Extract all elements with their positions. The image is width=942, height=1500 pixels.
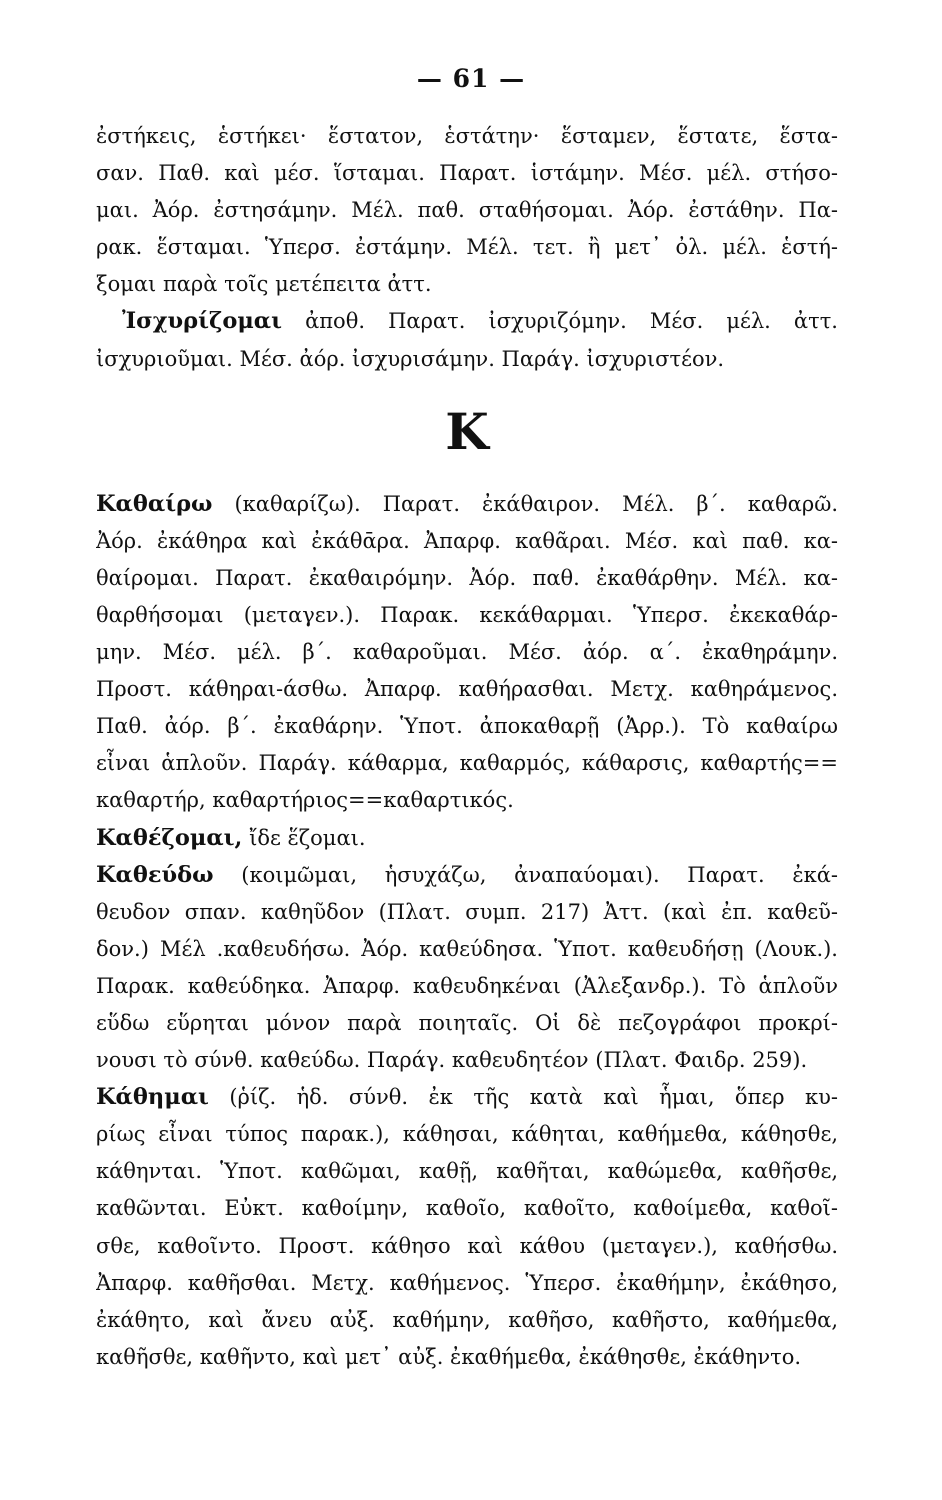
text-line bbox=[96, 894, 838, 931]
text-line bbox=[96, 1005, 838, 1042]
text-line bbox=[96, 1116, 838, 1153]
line-text: ρίως εἶναι τύπος παρακ.), κάθησαι, κάθηται, καθήμεθα, κάθησθε, bbox=[96, 1122, 838, 1147]
line-text: κάθηνται. Ὑποτ. καθῶμαι, καθῇ, καθῆται, καθώμεθα, καθῆσθε, bbox=[96, 1159, 838, 1184]
text-line bbox=[96, 968, 838, 1005]
text-line bbox=[96, 745, 838, 782]
line-text: εὕδω εὕρηται μόνον παρὰ ποιηταῖς. Οἱ δὲ πεζογράφοι προκρί- bbox=[96, 1010, 838, 1035]
line-text: (ῥίζ. ἡδ. σύνθ. ἐκ τῆς κατὰ καὶ ἧμαι, ὅπερ κυ- bbox=[208, 1085, 838, 1110]
line-text: καθῶνται. Εὐκτ. καθοίμην, καθοῖο, καθοῖτο, καθοίμεθα, καθοῖ- bbox=[96, 1196, 838, 1221]
text-line bbox=[96, 782, 838, 819]
entry-line bbox=[96, 303, 838, 340]
line-text: ξομαι παρὰ τοῖς μετέπειτα ἀττ. bbox=[96, 272, 432, 297]
text-line bbox=[96, 192, 838, 229]
line-text: Προστ. κάθηραι-άσθω. Ἀπαρφ. καθήρασθαι. Μετχ. καθηράμενος. bbox=[96, 677, 838, 702]
text-line bbox=[96, 229, 838, 266]
line-text: Παθ. ἀόρ. β΄. ἐκαθάρην. Ὑποτ. ἀποκαθαρῇ (Ἀρρ.). Τὸ καθαίρω bbox=[96, 714, 838, 739]
text-line bbox=[96, 1302, 838, 1339]
line-text: θαρθήσομαι (μεταγεν.). Παρακ. κεκάθαρμαι. Ὑπερσ. ἐκεκαθάρ- bbox=[96, 602, 838, 627]
line-text: ἐκάθητο, καὶ ἄνευ αὐξ. καθήμην, καθῆσο, καθῆστο, καθήμεθα, bbox=[96, 1307, 838, 1332]
text-line bbox=[96, 1339, 838, 1376]
line-text: ἀποθ. Παρατ. ἰσχυριζόμην. Μέσ. μέλ. ἀττ. bbox=[282, 309, 838, 334]
line-text: ρακ. ἕσταμαι. Ὑπερσ. ἐστάμην. Μέλ. τετ. ἢ μετ᾽ ὀλ. μέλ. ἑστή- bbox=[96, 235, 838, 260]
line-text: θαίρομαι. Παρατ. ἐκαθαιρόμην. Ἀόρ. παθ. ἐκαθάρθην. Μέλ. κα- bbox=[96, 565, 838, 590]
headword: Καθαίρω bbox=[96, 490, 213, 517]
entry-line bbox=[96, 1079, 838, 1116]
text-line bbox=[96, 1042, 838, 1079]
section-letter-heading: K bbox=[445, 401, 489, 461]
line-text: καθαρτήρ, καθαρτήριος==καθαρτικός. bbox=[96, 788, 514, 813]
text-line bbox=[96, 1228, 838, 1265]
text-line bbox=[96, 266, 838, 303]
entry-line bbox=[96, 486, 838, 523]
headword: Καθέζομαι, bbox=[96, 824, 243, 851]
line-text: καθῆσθε, καθῆντο, καὶ μετ᾽ αὐξ. ἐκαθήμεθα, ἐκάθησθε, ἐκάθηντο. bbox=[96, 1344, 802, 1369]
line-text: ἴδε ἕζομαι. bbox=[242, 825, 366, 850]
line-text: Ἀπαρφ. καθῆσθαι. Μετχ. καθήμενος. Ὑπερσ. ἐκαθήμην, ἐκάθησο, bbox=[96, 1270, 838, 1295]
text-line bbox=[96, 523, 838, 560]
line-text: ἰσχυριοῦμαι. Μέσ. ἀόρ. ἰσχυρισάμην. Παράγ. ἰσχυριστέον. bbox=[96, 346, 725, 371]
line-text: (καθαρίζω). Παρατ. ἐκάθαιρον. Μέλ. β΄. καθαρῶ. bbox=[212, 491, 838, 516]
line-text: μαι. Ἀόρ. ἐστησάμην. Μέλ. παθ. σταθήσομαι. Ἀόρ. ἐστάθην. Πα- bbox=[96, 198, 838, 223]
line-text: Παρακ. καθεύδηκα. Ἀπαρφ. καθευδηκέναι (Ἀλεξανδρ.). Τὸ ἁπλοῦν bbox=[96, 973, 838, 998]
text-line bbox=[96, 634, 838, 671]
line-text: ἐστήκεις, ἑστήκει· ἕστατον, ἑστάτην· ἕσταμεν, ἕστατε, ἕστα- bbox=[96, 124, 838, 148]
text-line bbox=[96, 671, 838, 708]
headword: Καθεύδω bbox=[96, 861, 214, 888]
line-text: νουσι τὸ σύνθ. καθεύδω. Παράγ. καθευδητέον (Πλατ. Φαιδρ. 259). bbox=[96, 1048, 808, 1073]
page-number: — 61 — bbox=[416, 64, 526, 93]
headword: Ἰσχυρίζομαι bbox=[122, 308, 283, 335]
line-text: θευδον σπαν. καθηῦδον (Πλατ. συμπ. 217) Ἀττ. (καὶ ἐπ. καθεῦ- bbox=[96, 899, 838, 924]
text-line bbox=[96, 1265, 838, 1302]
line-text: (κοιμῶμαι, ἡσυχάζω, ἀναπαύομαι). Παρατ. ἐκά- bbox=[213, 862, 838, 887]
line-text: εἶναι ἁπλοῦν. Παράγ. κάθαρμα, καθαρμός, κάθαρσις, καθαρτής== bbox=[96, 751, 838, 776]
headword: Κάθημαι bbox=[96, 1084, 209, 1111]
text-line bbox=[96, 118, 838, 155]
text-line bbox=[96, 931, 838, 968]
entry-line bbox=[96, 820, 838, 857]
text-line bbox=[96, 341, 838, 378]
line-text: σθε, καθοῖντο. Προστ. κάθησο καὶ κάθου (μεταγεν.), καθήσθω. bbox=[96, 1233, 838, 1258]
line-text: σαν. Παθ. καὶ μέσ. ἵσταμαι. Παρατ. ἱστάμην. Μέσ. μέλ. στήσο- bbox=[96, 161, 838, 186]
text-line bbox=[96, 155, 838, 192]
body-text bbox=[96, 118, 838, 1376]
text-line bbox=[96, 560, 838, 597]
line-text: δον.) Μέλ .καθευδήσω. Ἀόρ. καθεύδησα. Ὑποτ. καθευδήσῃ (Λουκ.). bbox=[96, 936, 838, 961]
entry-line bbox=[96, 857, 838, 894]
line-text: Ἀόρ. ἐκάθηρα καὶ ἐκάθᾱρα. Ἀπαρφ. καθᾶραι. Μέσ. καὶ παθ. κα- bbox=[96, 528, 838, 553]
line-text: μην. Μέσ. μέλ. β΄. καθαροῦμαι. Μέσ. ἀόρ. α΄. ἐκαθηράμην. bbox=[96, 640, 838, 665]
text-line bbox=[96, 597, 838, 634]
text-line bbox=[96, 708, 838, 745]
text-line bbox=[96, 1190, 838, 1227]
text-line bbox=[96, 1153, 838, 1190]
